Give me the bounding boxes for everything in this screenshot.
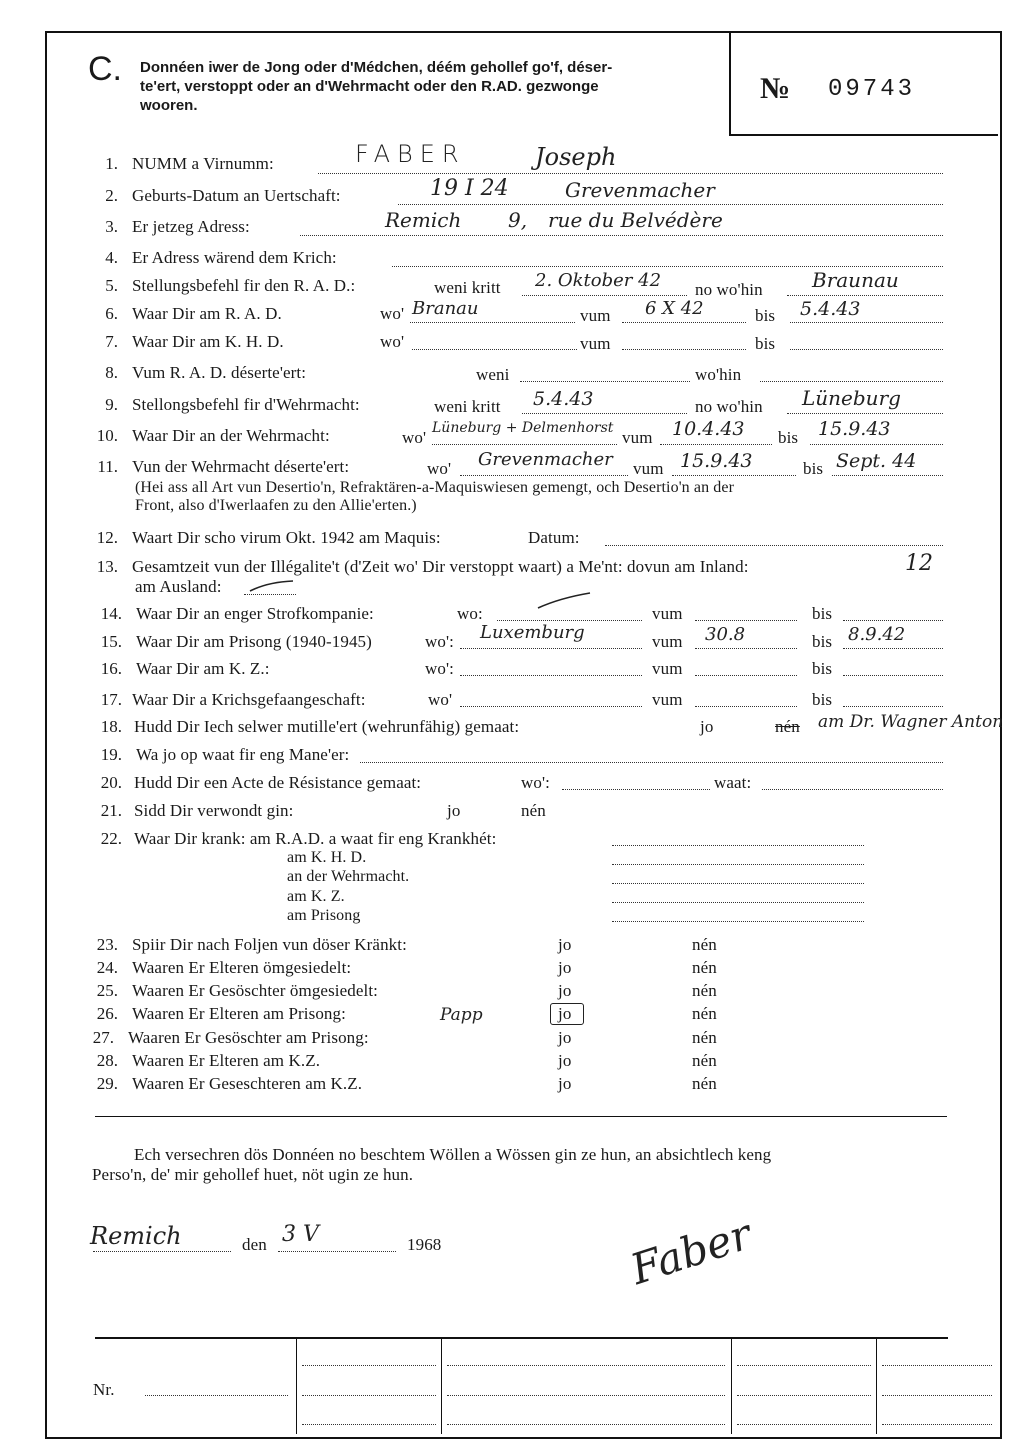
row-16-wo-line <box>460 675 642 676</box>
footer-c3-line-3 <box>737 1424 871 1425</box>
place-line <box>93 1251 231 1252</box>
row-11-vum-line <box>672 475 796 476</box>
row-8-label: Vum R. A. D. déserte'ert: <box>132 363 307 382</box>
row-8-when-label: weni <box>476 365 510 384</box>
footer-nr-line <box>145 1395 288 1396</box>
row-24-jo: jo <box>558 958 572 977</box>
row-5-number: 5. <box>105 276 118 295</box>
row-19-number: 19. <box>100 745 122 764</box>
row-11-note-2: Front, also d'Iwerlaafen zu den Allie'erten.) <box>135 497 417 514</box>
row-18-jo: jo <box>700 717 714 736</box>
row-7-vum-line <box>622 349 746 350</box>
row-7-bis-line <box>790 349 943 350</box>
row-17-label: Waar Dir a Krichsgefaangeschaft: <box>132 690 366 709</box>
row-22-sub-1: am K. H. D. <box>287 849 367 866</box>
row-11-note-1: (Hei ass all Art vun Desertio'n, Refraktären-a-Maquiswiesen gemengt, och Desertio'n an der <box>135 479 735 496</box>
row-26-number: 26. <box>96 1004 118 1023</box>
row-19-label: Wa jo op waat fir eng Mane'er: <box>136 745 350 764</box>
row-14-bis-label: bis <box>812 604 833 623</box>
row-6-vum-label: vum <box>580 306 611 325</box>
row-6-label: Waar Dir am R. A. D. <box>132 304 282 323</box>
row-29-jo: jo <box>558 1074 572 1093</box>
row-11-vum-label: vum <box>633 459 664 478</box>
row-22-line-5 <box>612 921 864 922</box>
row-6-vum-line <box>622 322 746 323</box>
row-10-wo: Lüneburg + Delmenhorst <box>432 420 614 436</box>
row-24-number: 24. <box>96 958 118 977</box>
row-28-label: Waaren Er Elteren am K.Z. <box>132 1051 321 1070</box>
row-15-vum: 30.8 <box>705 624 746 645</box>
row-17-wo-line <box>460 706 642 707</box>
row-22-line-3 <box>612 883 864 884</box>
row-3-number: 3. <box>105 217 118 236</box>
row-15-bis-label: bis <box>812 632 833 651</box>
row-13-ausland-line <box>244 594 296 595</box>
header-bottom-rule <box>731 134 998 136</box>
row-18-label: Hudd Dir Iech selwer mutille'ert (wehrunfähig) gemaat: <box>134 717 520 736</box>
section-separator <box>95 1116 947 1117</box>
row-27-jo: jo <box>558 1028 572 1047</box>
row-11-vum: 15.9.43 <box>680 450 753 472</box>
row-9-when: 5.4.43 <box>533 388 594 410</box>
signature-place: Remich <box>90 1222 182 1250</box>
row-3-house-number: 9, <box>508 208 528 232</box>
row-21-number: 21. <box>100 801 122 820</box>
row-5-when: 2. Oktober 42 <box>535 270 662 291</box>
row-3-street: rue du Belvédère <box>548 208 723 232</box>
footer-c1-line-1 <box>302 1365 436 1366</box>
row-13-ausland-label: am Ausland: <box>135 577 222 596</box>
row-20-wo-line <box>562 789 710 790</box>
row-25-number: 25. <box>96 981 118 1000</box>
row-26-jo: jo <box>558 1004 572 1023</box>
row-2-label: Geburts-Datum an Uertschaft: <box>132 186 341 205</box>
row-20-waat-label: waat: <box>714 773 752 792</box>
row-19-line <box>360 762 943 763</box>
row-10-bis-label: bis <box>778 428 799 447</box>
row-17-number: 17. <box>100 690 122 709</box>
number-sign: № <box>760 72 791 105</box>
signature-text: Faber <box>624 1209 758 1294</box>
row-4-label: Er Adress wärend dem Krich: <box>132 248 337 267</box>
row-24-label: Waaren Er Elteren ömgesiedelt: <box>132 958 352 977</box>
row-15-vum-label: vum <box>652 632 683 651</box>
footer-c3-line-2 <box>737 1395 871 1396</box>
footer-c1-line-3 <box>302 1424 436 1425</box>
row-6-wo: Branau <box>412 298 479 319</box>
row-10-wo-label: wo' <box>402 428 427 447</box>
row-8-where-label: wo'hin <box>695 365 742 384</box>
signature <box>624 1209 790 1325</box>
row-7-vum-label: vum <box>580 334 611 353</box>
row-2-place: Grevenmacher <box>565 178 715 202</box>
row-29-label: Waaren Er Geseschteren am K.Z. <box>132 1074 363 1093</box>
row-14-bis-line <box>843 620 943 621</box>
declaration-line-2: Perso'n, de' mir gehollef huet, nöt ugin ze hun. <box>92 1165 414 1184</box>
row-12-datum-line <box>605 545 943 546</box>
row-23-nen: nén <box>692 935 717 954</box>
header-title-line-2: te'ert, verstoppt oder an d'Wehrmacht oder den R.AD. gezwonge <box>140 78 599 95</box>
row-6-wo-line <box>410 322 575 323</box>
row-12-number: 12. <box>96 528 118 547</box>
row-13-label: Gesamtzeit vun der Illégalite't (d'Zeit wo' Dir verstoppt waart) a Me'nt: dovun am Inland: <box>132 557 749 576</box>
row-5-label: Stellungsbefehl fir den R. A. D.: <box>132 276 356 295</box>
row-11-wo-label: wo' <box>427 459 452 478</box>
declaration-line-1: Ech versechren dös Donnéen no beschtem Wöllen a Wössen gin ze hun, an absichtlech keng <box>134 1145 772 1164</box>
row-16-bis-label: bis <box>812 659 833 678</box>
row-11-wo-line <box>460 475 628 476</box>
row-20-label: Hudd Dir een Acte de Résistance gemaat: <box>134 773 422 792</box>
row-5-when-line <box>522 295 687 296</box>
footer-top-rule <box>95 1337 948 1339</box>
row-26-nen: nén <box>692 1004 717 1023</box>
section-letter: C. <box>88 50 122 88</box>
header-divider <box>729 33 731 136</box>
row-6-bis-label: bis <box>755 306 776 325</box>
row-3-label: Er jetzeg Adress: <box>132 217 250 236</box>
row-5-where: Braunau <box>812 268 899 292</box>
row-11-bis: Sept. 44 <box>836 450 917 472</box>
row-13-number: 13. <box>96 557 118 576</box>
row-16-vum-label: vum <box>652 659 683 678</box>
row-26-label: Waaren Er Elteren am Prisong: <box>132 1004 346 1023</box>
header-title-line-1: Donnéen iwer de Jong oder d'Médchen, déém gehollef go'f, déser- <box>140 59 613 76</box>
row-8-where-line <box>760 381 943 382</box>
row-7-label: Waar Dir am K. H. D. <box>132 332 284 351</box>
row-20-wo-label: wo': <box>521 773 550 792</box>
row-2-date: 19 I 24 <box>430 176 509 201</box>
row-5-where-line <box>787 295 943 296</box>
row-10-number: 10. <box>96 426 118 445</box>
footer-col-2 <box>441 1338 442 1434</box>
row-21-jo: jo <box>447 801 461 820</box>
row-23-jo: jo <box>558 935 572 954</box>
row-25-nen: nén <box>692 981 717 1000</box>
row-10-bis-line <box>810 444 943 445</box>
row-24-nen: nén <box>692 958 717 977</box>
row-10-vum-label: vum <box>622 428 653 447</box>
footer-c2-line-3 <box>447 1424 725 1425</box>
row-25-jo: jo <box>558 981 572 1000</box>
row-13-ausland-dash <box>248 578 298 594</box>
year: 1968 <box>407 1235 442 1254</box>
row-22-label: Waar Dir krank: am R.A.D. a waat fir eng Krankhét: <box>134 829 497 848</box>
row-15-label: Waar Dir am Prisong (1940-1945) <box>136 632 372 651</box>
row-11-bis-line <box>832 475 943 476</box>
row-6-number: 6. <box>105 304 118 323</box>
row-10-bis: 15.9.43 <box>818 418 891 440</box>
row-14-dash <box>535 590 595 612</box>
row-10-wo-line <box>432 444 617 445</box>
row-18-number: 18. <box>100 717 122 736</box>
row-27-number: 27. <box>92 1028 114 1047</box>
row-28-number: 28. <box>96 1051 118 1070</box>
row-29-number: 29. <box>96 1074 118 1093</box>
row-1-firstname: Joseph <box>535 143 617 171</box>
row-14-wo-label: wo: <box>457 604 483 623</box>
row-11-label: Vun der Wehrmacht déserte'ert: <box>132 457 350 476</box>
row-17-bis-line <box>843 706 943 707</box>
row-13-inland: 12 <box>905 551 933 576</box>
row-7-bis-label: bis <box>755 334 776 353</box>
row-9-number: 9. <box>105 395 118 414</box>
footer-c4-line-3 <box>882 1424 992 1425</box>
row-16-number: 16. <box>100 659 122 678</box>
row-6-bis-line <box>790 322 943 323</box>
row-7-wo-line <box>412 349 577 350</box>
row-6-wo-label: wo' <box>380 304 405 323</box>
row-29-nen: nén <box>692 1074 717 1093</box>
row-2-line <box>398 204 943 205</box>
signature-date: 3 V <box>282 1222 319 1247</box>
row-5-when-label: weni kritt <box>434 278 501 297</box>
header-title <box>140 58 612 115</box>
row-20-waat-line <box>762 789 943 790</box>
row-9-when-line <box>522 413 687 414</box>
footer-c2-line-1 <box>447 1365 725 1366</box>
row-23-number: 23. <box>96 935 118 954</box>
row-28-jo: jo <box>558 1051 572 1070</box>
row-9-where: Lüneburg <box>802 386 901 410</box>
row-21-nen: nén <box>521 801 546 820</box>
row-3-line <box>300 235 943 236</box>
row-22-sub-2: an der Wehrmacht. <box>287 868 410 885</box>
date-line <box>278 1251 396 1252</box>
footer-c4-line-2 <box>882 1395 992 1396</box>
row-11-wo: Grevenmacher <box>478 449 613 470</box>
footer-c4-line-1 <box>882 1365 992 1366</box>
row-28-nen: nén <box>692 1051 717 1070</box>
row-14-wo-line <box>497 620 642 621</box>
row-18-nen: nén <box>775 717 800 736</box>
row-15-number: 15. <box>100 632 122 651</box>
den-label: den <box>242 1235 267 1254</box>
row-25-label: Waaren Er Gesöschter ömgesiedelt: <box>132 981 378 1000</box>
row-6-bis: 5.4.43 <box>800 298 861 320</box>
footer-c3-line-1 <box>737 1365 871 1366</box>
row-20-number: 20. <box>100 773 122 792</box>
row-1-line <box>318 173 943 174</box>
row-16-vum-line <box>695 675 797 676</box>
row-22-sub-4: am Prisong <box>287 907 361 924</box>
footer-col-1 <box>296 1338 297 1434</box>
row-6-vum: 6 X 42 <box>645 298 704 319</box>
row-22-line-1 <box>612 845 864 846</box>
footer-c2-line-2 <box>447 1395 725 1396</box>
row-11-number: 11. <box>97 457 118 476</box>
footer-col-4 <box>876 1338 877 1434</box>
row-1-name: FABER <box>355 140 466 168</box>
row-9-when-label: weni kritt <box>434 397 501 416</box>
row-27-label: Waaren Er Gesöschter am Prisong: <box>128 1028 369 1047</box>
row-12-label: Waart Dir scho virum Okt. 1942 am Maquis: <box>132 528 441 547</box>
row-2-number: 2. <box>105 186 118 205</box>
row-16-bis-line <box>843 675 943 676</box>
row-22-sub-3: am K. Z. <box>287 888 345 905</box>
row-15-wo-line <box>460 648 642 649</box>
row-4-line <box>392 266 943 267</box>
row-14-vum-label: vum <box>652 604 683 623</box>
row-22-number: 22. <box>100 829 122 848</box>
row-9-label: Stellongsbefehl fir d'Wehrmacht: <box>132 395 360 414</box>
row-10-vum: 10.4.43 <box>672 418 745 440</box>
row-8-when-line <box>520 381 690 382</box>
row-14-vum-line <box>695 620 797 621</box>
row-7-number: 7. <box>105 332 118 351</box>
row-17-bis-label: bis <box>812 690 833 709</box>
row-15-bis: 8.9.42 <box>848 624 906 645</box>
row-27-nen: nén <box>692 1028 717 1047</box>
row-7-wo-label: wo' <box>380 332 405 351</box>
row-1-number: 1. <box>105 154 118 173</box>
row-10-vum-line <box>660 444 772 445</box>
row-17-vum-line <box>695 706 797 707</box>
row-12-datum-label: Datum: <box>528 528 580 547</box>
row-15-vum-line <box>695 648 797 649</box>
footer-nr-label: Nr. <box>93 1380 115 1399</box>
row-26-note: Papp <box>440 1005 483 1025</box>
row-21-label: Sidd Dir verwondt gin: <box>134 801 294 820</box>
row-18-note: am Dr. Wagner Anton <box>818 712 1004 732</box>
row-15-bis-line <box>843 648 943 649</box>
row-15-wo: Luxemburg <box>480 622 585 643</box>
row-15-wo-label: wo': <box>425 632 454 651</box>
row-4-number: 4. <box>105 248 118 267</box>
header-title-line-3: wooren. <box>140 97 198 114</box>
row-8-number: 8. <box>105 363 118 382</box>
row-16-wo-label: wo': <box>425 659 454 678</box>
row-22-line-2 <box>612 864 864 865</box>
row-3-town: Remich <box>385 208 462 232</box>
row-14-label: Waar Dir an enger Strofkompanie: <box>136 604 374 623</box>
row-22-line-4 <box>612 902 864 903</box>
row-16-label: Waar Dir am K. Z.: <box>136 659 270 678</box>
row-1-label: NUMM a Virnumm: <box>132 154 274 173</box>
row-23-label: Spiir Dir nach Foljen vun döser Kränkt: <box>132 935 407 954</box>
footer-col-3 <box>731 1338 732 1434</box>
row-5-where-label: no wo'hin <box>695 280 763 299</box>
row-10-label: Waar Dir an der Wehrmacht: <box>132 426 330 445</box>
footer-c1-line-2 <box>302 1395 436 1396</box>
row-14-number: 14. <box>100 604 122 623</box>
row-11-bis-label: bis <box>803 459 824 478</box>
row-9-where-label: no wo'hin <box>695 397 763 416</box>
form-number: 09743 <box>828 76 916 103</box>
row-9-where-line <box>787 413 943 414</box>
row-17-wo-label: wo' <box>428 690 453 709</box>
row-17-vum-label: vum <box>652 690 683 709</box>
